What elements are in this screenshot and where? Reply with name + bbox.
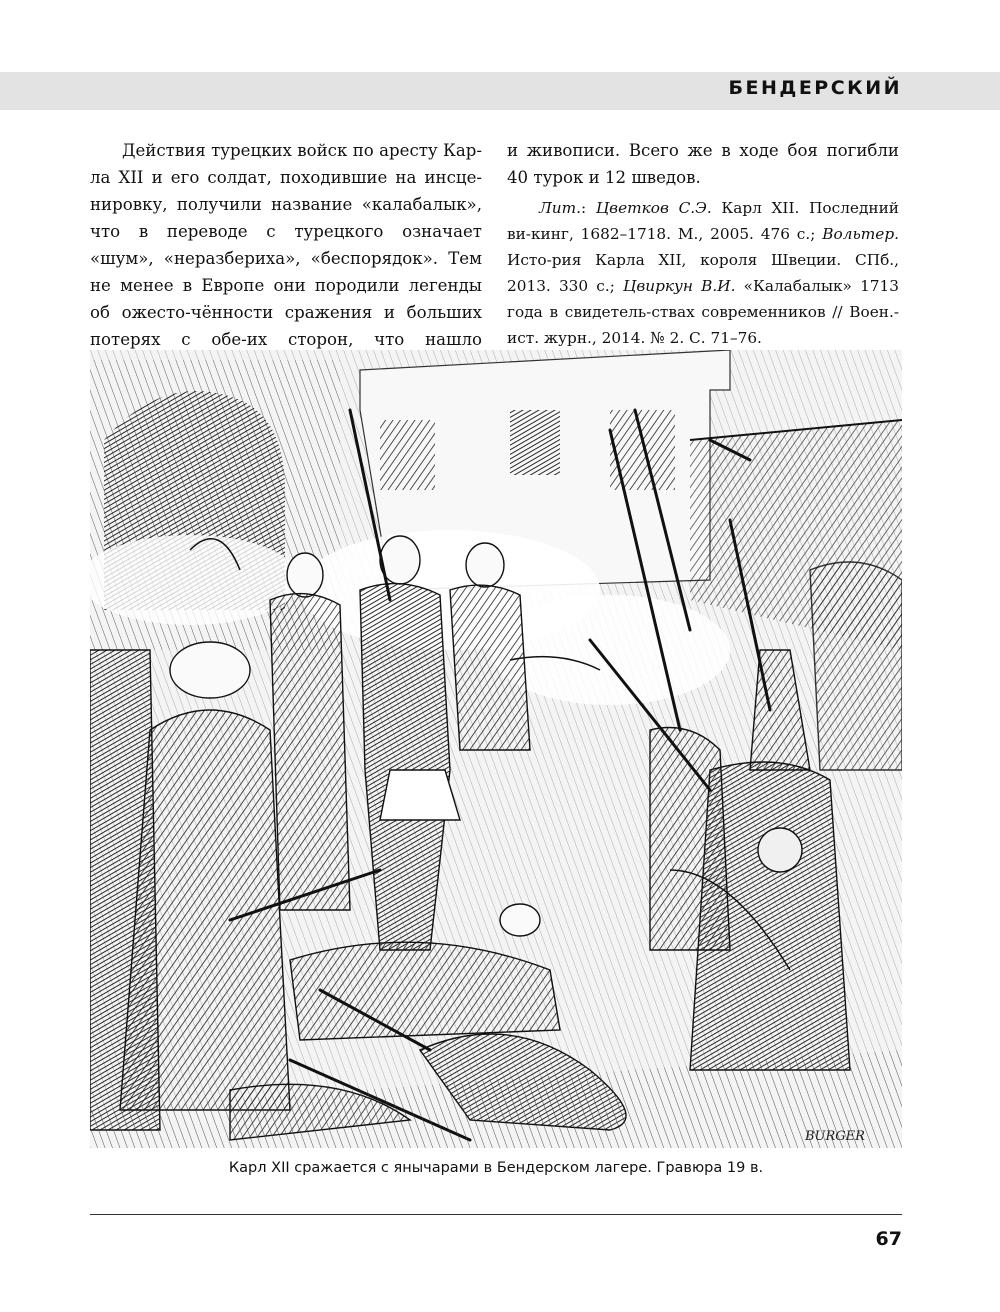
- engraving-drawing: [90, 350, 902, 1148]
- right-column: [507, 137, 899, 351]
- literature-references: Лит.: Цветков С.Э. Карл XII. Последний ви-кинг, 1682–1718. М., 2005. 476 с.; Вольтер. Исто-рия Карла XII, короля Швеции. СПб., 2013. 330 с.; Цвиркун В.И. «Калабалык» 1713 года в свидетель-ствах современников // Воен.-ист. журн., 2014. № 2. С. 71–76.: [507, 199, 899, 347]
- running-head: БЕНДЕРСКИЙ: [728, 77, 902, 99]
- footer-rule: [90, 1214, 902, 1215]
- left-column: [90, 137, 482, 380]
- reference-author: Вольтер.: [822, 225, 899, 243]
- literature-label: Лит.: [539, 199, 581, 217]
- figure-caption: Карл XII сражается с янычарами в Бендерском лагере. Гравюра 19 в.: [228, 1160, 764, 1176]
- page-number: 67: [875, 1228, 902, 1250]
- reference-author: Цвиркун В.И.: [623, 277, 736, 295]
- header-bar: [0, 72, 1000, 110]
- reference-text: Исто-рия Карла XII, короля Швеции. СПб., 2013. 330 с.;: [507, 251, 899, 295]
- reference-text: Карл XII. Последний ви-кинг, 1682–1718. М., 2005. 476 с.;: [507, 199, 899, 243]
- reference-text: «Калабалык» 1713 года в свидетель-ствах современников // Воен.-ист. журн., 2014. № 2. С. 71–76.: [507, 277, 899, 347]
- reference-author: Цветков С.Э.: [595, 199, 712, 217]
- body-paragraph: Действия турецких войск по аресту Кар-ла XII и его солдат, походившие на инсце-нировку, получили название «калабалык», что в переводе с турецкого означает «шум», «неразбериха», «беспорядок». Тем не менее в Европе они породили легенды об ожесто-чённости сражения и больших потерях с обе-их сторон, что нашло: [90, 141, 482, 349]
- body-paragraph-continuation: и живописи. Всего же в ходе боя погибли 40 турок и 12 шведов.: [507, 141, 899, 187]
- engraving-illustration: [90, 350, 902, 1148]
- engraver-signature: BURGER: [805, 1129, 865, 1144]
